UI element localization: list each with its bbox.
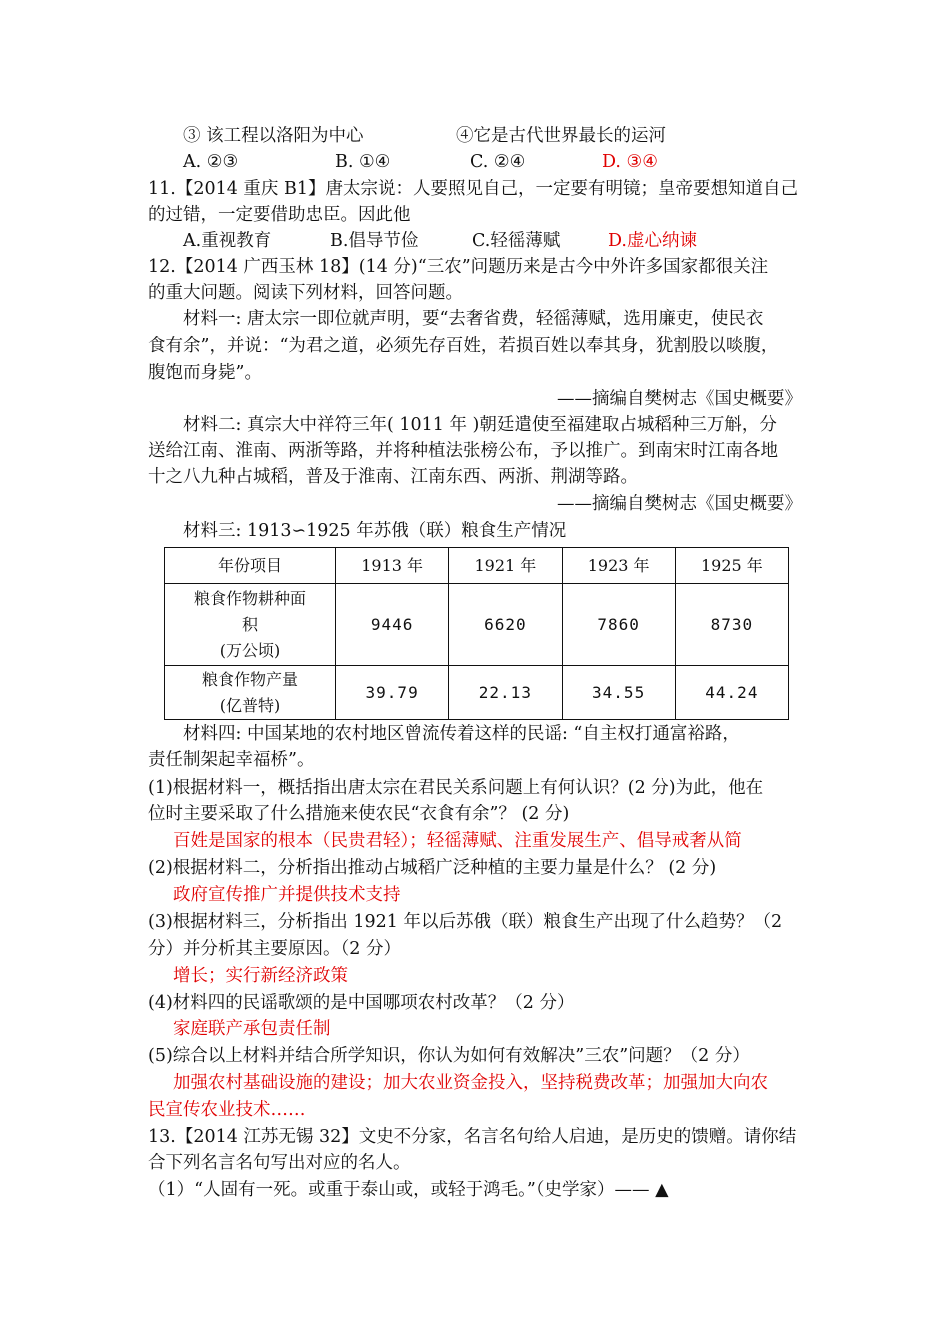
- q11-option-c: C.轻徭薄赋: [472, 231, 561, 251]
- table-header-cell: 1925 年: [675, 548, 788, 584]
- q11-option-b: B.倡导节俭: [330, 231, 419, 251]
- table-row-label: [165, 584, 336, 666]
- table-cell: 6620: [449, 584, 562, 666]
- q10-option-d-answer: D. ③④: [602, 152, 658, 172]
- q13-line2: 合下列名言名句写出对应的名人。: [148, 1153, 411, 1173]
- q13-sub1: （1）“人固有一死。或重于泰山或，或轻于鸿毛。”（史学家）—— ▲: [148, 1180, 669, 1200]
- table-cell: 39.79: [336, 666, 449, 720]
- grain-production-table: [164, 547, 789, 720]
- material1-line2: 食有余”，并说：“为君之道，必须先存百姓，若损百姓以奉其身，犹割股以啖腹，: [148, 336, 779, 356]
- q12-intro-line2: 的重大问题。阅读下列材料，回答问题。: [148, 283, 463, 303]
- question-3-line1: (3)根据材料三，分析指出 1921 年以后苏俄（联）粮食生产出现了什么趋势？（2: [148, 912, 783, 932]
- q13-line1: 13.【2014 江苏无锡 32】文史不分家，名言名句给人启迪，是历史的馈赠。请你结: [148, 1127, 797, 1147]
- table-row: [165, 666, 789, 720]
- q10-option-b: B. ①④: [335, 152, 391, 172]
- table-row-label: [165, 666, 336, 720]
- q10-item3: ③ 该工程以洛阳为中心: [183, 126, 364, 146]
- q12-intro-line1: 12.【2014 广西玉林 18】(14 分)“三农”问题历来是古今中外许多国家都很关注: [148, 257, 769, 277]
- answer-3: 增长；实行新经济政策: [173, 966, 348, 986]
- material2-line3: 十之八九种占城稻，普及于淮南、江南东西、两浙、荆湖等路。: [148, 467, 638, 487]
- label-line: 积: [241, 614, 258, 634]
- material4-line2: 责任制架起幸福桥”。: [148, 750, 315, 770]
- q11-line1: 11.【2014 重庆 B1】唐太宗说：人要照见自己，一定要有明镜；皇帝要想知道自己: [148, 179, 798, 199]
- table-cell: 44.24: [675, 666, 788, 720]
- question-4: (4)材料四的民谣歌颂的是中国哪项农村改革？（2 分）: [148, 993, 575, 1013]
- material1-line3: 腹饱而身毙”。: [148, 363, 262, 383]
- answer-5-line2: 民宣传农业技术……: [148, 1100, 306, 1120]
- q10-option-c: C. ②④: [470, 152, 526, 172]
- question-3-line2: 分）并分析其主要原因。（2 分）: [148, 939, 401, 959]
- question-5: (5)综合以上材料并结合所学知识，你认为如何有效解决”三农”问题？（2 分）: [148, 1046, 750, 1066]
- q11-line2: 的过错，一定要借助忠臣。因此他: [148, 205, 411, 225]
- table-header-cell: 年份项目: [165, 548, 336, 584]
- answer-1: 百姓是国家的根本（民贵君轻）；轻徭薄赋、注重发展生产、倡导戒奢从简: [173, 831, 742, 851]
- table-header-cell: 1913 年: [336, 548, 449, 584]
- question-2: (2)根据材料二，分析指出推动占城稻广泛种植的主要力量是什么？ (2 分): [148, 858, 717, 878]
- answer-2: 政府宣传推广并提供技术支持: [173, 885, 401, 905]
- material1-source: ——摘编自樊树志《国史概要》: [557, 389, 802, 409]
- material3-title: 材料三: 1913∽1925 年苏俄（联）粮食生产情况: [183, 521, 567, 541]
- question-1-line2: 位时主要采取了什么措施来使农民“衣食有余”？ (2 分): [148, 804, 570, 824]
- q11-option-d-answer: D.虚心纳谏: [608, 231, 697, 251]
- material1-line1: 材料一: 唐太宗一即位就声明，要“去奢省费，轻徭薄赋，选用廉吏，使民衣: [183, 309, 764, 329]
- label-line: (万公顷): [219, 640, 281, 660]
- answer-4: 家庭联产承包责任制: [173, 1019, 331, 1039]
- table-cell: 8730: [675, 584, 788, 666]
- q10-item4: ④它是古代世界最长的运河: [456, 126, 666, 146]
- material2-line2: 送给江南、淮南、两浙等路，并将种植法张榜公布，予以推广。到南宋时江南各地: [148, 441, 778, 461]
- table-cell: 22.13: [449, 666, 562, 720]
- table-header-row: [165, 548, 789, 584]
- label-line: 粮食作物耕种面: [193, 588, 306, 608]
- table-header-cell: 1921 年: [449, 548, 562, 584]
- table-header-cell: 1923 年: [562, 548, 675, 584]
- table-row: [165, 584, 789, 666]
- material4-line1: 材料四: 中国某地的农村地区曾流传着这样的民谣: “自主权打通富裕路，: [183, 724, 740, 744]
- answer-5-line1: 加强农村基础设施的建设；加大农业资金投入，坚持税费改革；加强加大向农: [173, 1073, 768, 1093]
- label-line: 粮食作物产量: [201, 669, 298, 689]
- question-1-line1: (1)根据材料一，概括指出唐太宗在君民关系问题上有何认识？(2 分)为此，他在: [148, 778, 764, 798]
- material2-source: ——摘编自樊树志《国史概要》: [557, 494, 802, 514]
- table-cell: 34.55: [562, 666, 675, 720]
- q11-option-a: A.重视教育: [183, 231, 272, 251]
- material2-line1: 材料二: 真宗大中祥符三年( 1011 年 )朝廷遣使至福建取占城稻种三万斛，分: [183, 415, 777, 435]
- label-line: (亿普特): [219, 695, 281, 715]
- q10-option-a: A. ②③: [183, 152, 239, 172]
- table-cell: 7860: [562, 584, 675, 666]
- table-cell: 9446: [336, 584, 449, 666]
